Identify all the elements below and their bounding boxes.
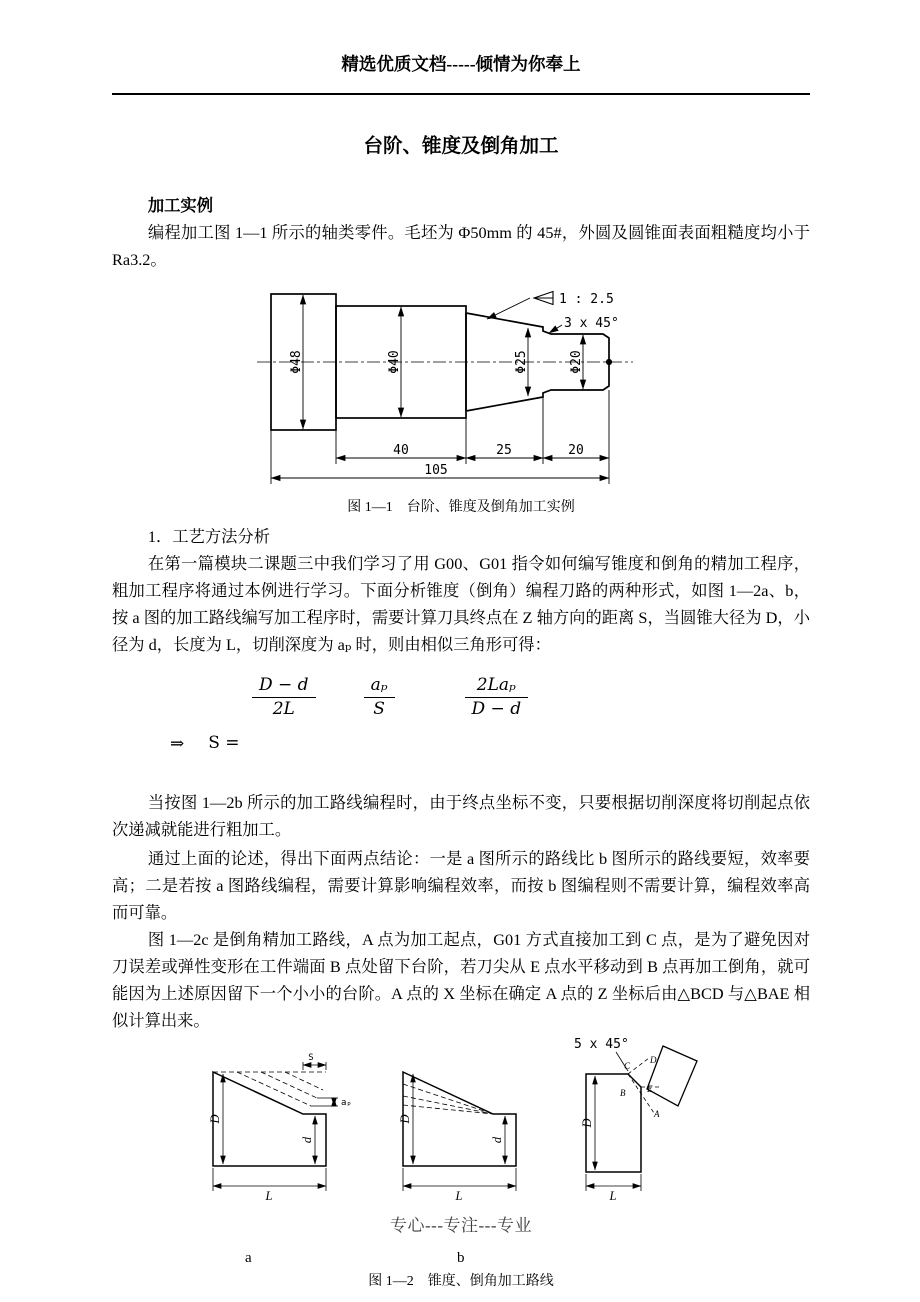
point-D-label: D [650, 1055, 657, 1065]
formula-row [112, 672, 810, 722]
taper-symbol-icon [534, 292, 553, 305]
dim-L-label-a: L [265, 1189, 273, 1203]
fraction-2Lap-over-Dd [465, 675, 529, 720]
len-105-label: 105 [424, 463, 448, 478]
dia-40-label: Φ40 [387, 350, 402, 374]
figure-2-sublabels [112, 1250, 810, 1270]
point-E-label: E [647, 1084, 653, 1094]
path-a-diagram [208, 1053, 352, 1203]
len-25-label: 25 [496, 443, 512, 458]
frac2-denominator: S [373, 698, 385, 719]
path-b-diagram [398, 1072, 516, 1203]
implies-rhs: S = [208, 733, 240, 753]
len-40-label: 40 [393, 443, 409, 458]
dia-48-label: Φ48 [289, 350, 304, 374]
heading-example: 加工实例 [147, 196, 213, 215]
chamfer-label: 3 x 45° [564, 316, 619, 331]
frac1-denominator: 2L [272, 698, 295, 719]
figure-1-caption: 图 1—1 台阶、锥度及倒角加工实例 [347, 500, 575, 515]
implies-arrow: ⇒ [170, 734, 185, 753]
para-route-b: 当按图 1—2b 所示的加工路线编程时，由于终点坐标不变，只要根据切削深度将切削起点依次递减就能进行粗加工。 [112, 793, 810, 839]
frac3-denominator: D − d [471, 698, 522, 719]
dia-25-label: Φ25 [514, 350, 529, 374]
frac2-numerator: aₚ [364, 675, 395, 698]
para-conclusion: 通过上面的论述，得出下面两点结论：一是 a 图所示的路线比 b 图所示的路线要短，效率要高；二是若按 a 图路线编程，需要计算影响编程效率，而按 b 图编程则不需要计算，编程效率高而可靠。 [112, 849, 810, 922]
dim-S-label: S [308, 1053, 314, 1063]
figure-2 [112, 1034, 810, 1214]
point-C-label: C [624, 1061, 631, 1071]
point-B-label: B [620, 1088, 626, 1098]
figure-2-drawing [191, 1034, 731, 1209]
dim-D-label-a: D [208, 1114, 222, 1124]
chamfer-5x45-label: 5 x 45° [574, 1037, 629, 1052]
para-analysis: 在第一篇模块二课题三中我们学习了用 G00、G01 指令如何编写锥度和倒角的精加工程序，粗加工程序将通过本例进行学习。下面分析锥度（倒角）编程刀路的两种形式，如图 1—2a、b，按 a 图的加工路线编写加工程序时，需要计算刀具终点在 Z 轴方向的距离 S，当圆锥大径为 D，小径为 d，长度为 L，切削深度为 aₚ 时，则由相似三角形可得： [112, 554, 810, 654]
implies-line [112, 730, 810, 757]
figure-2-label-b: b [457, 1250, 465, 1266]
page-title: 台阶、锥度及倒角加工 [363, 136, 559, 157]
figure-2-label-a: a [245, 1250, 252, 1266]
dim-L-label-c: L [609, 1189, 617, 1203]
fraction-Dd-over-2L [252, 675, 316, 720]
point-A-label: A [654, 1109, 660, 1119]
para-chamfer: 图 1—2c 是倒角精加工路线，A 点为加工起点，G01 方式直接加工到 C 点，是为了避免因对刀误差或弹性变形在工件端面 B 点处留下台阶，若刀尖从 E 点水平移动到 B 点再加工倒角，就可能因为上述原因留下一个小小的台阶。A 点的 X 坐标在确定 A 点的 Z 坐标后由△BCD 与△BAE 相似计算出来。 [112, 930, 810, 1030]
figure-1-drawing [231, 277, 691, 492]
fraction-ap-over-S [364, 675, 395, 720]
doc-header-text: 精选优质文档-----倾情为你奉上 [341, 54, 581, 74]
dim-L-label-b: L [455, 1189, 463, 1203]
frac3-numerator: 2Laₚ [465, 675, 529, 698]
figure-2-caption: 图 1—2 锥度、倒角加工路线 [368, 1274, 554, 1289]
heading-analysis: 1．工艺方法分析 [147, 527, 270, 546]
center-hole-mark [606, 359, 612, 365]
figure-1 [112, 277, 810, 517]
chamfer-diagram [574, 1037, 697, 1203]
len-20-label: 20 [568, 443, 584, 458]
dim-D-label-c: D [580, 1118, 594, 1128]
dia-20-label: Φ20 [569, 350, 584, 374]
dim-ap-label: aₚ [341, 1098, 352, 1108]
dim-D-label-b: D [398, 1114, 412, 1124]
header-rule [112, 93, 810, 95]
dim-d-label-a: d [300, 1136, 314, 1144]
para-intro: 编程加工图 1—1 所示的轴类零件。毛坯为 Φ50mm 的 45#，外圆及圆锥面表面粗糙度均小于 Ra3.2。 [112, 223, 810, 269]
frac1-numerator: D − d [252, 675, 316, 698]
dim-d-label-b: d [490, 1136, 504, 1144]
taper-ratio-label: 1 : 2.5 [559, 292, 614, 307]
page-content [112, 0, 810, 1291]
watermark: 专心---专注---专业 [390, 1216, 532, 1235]
